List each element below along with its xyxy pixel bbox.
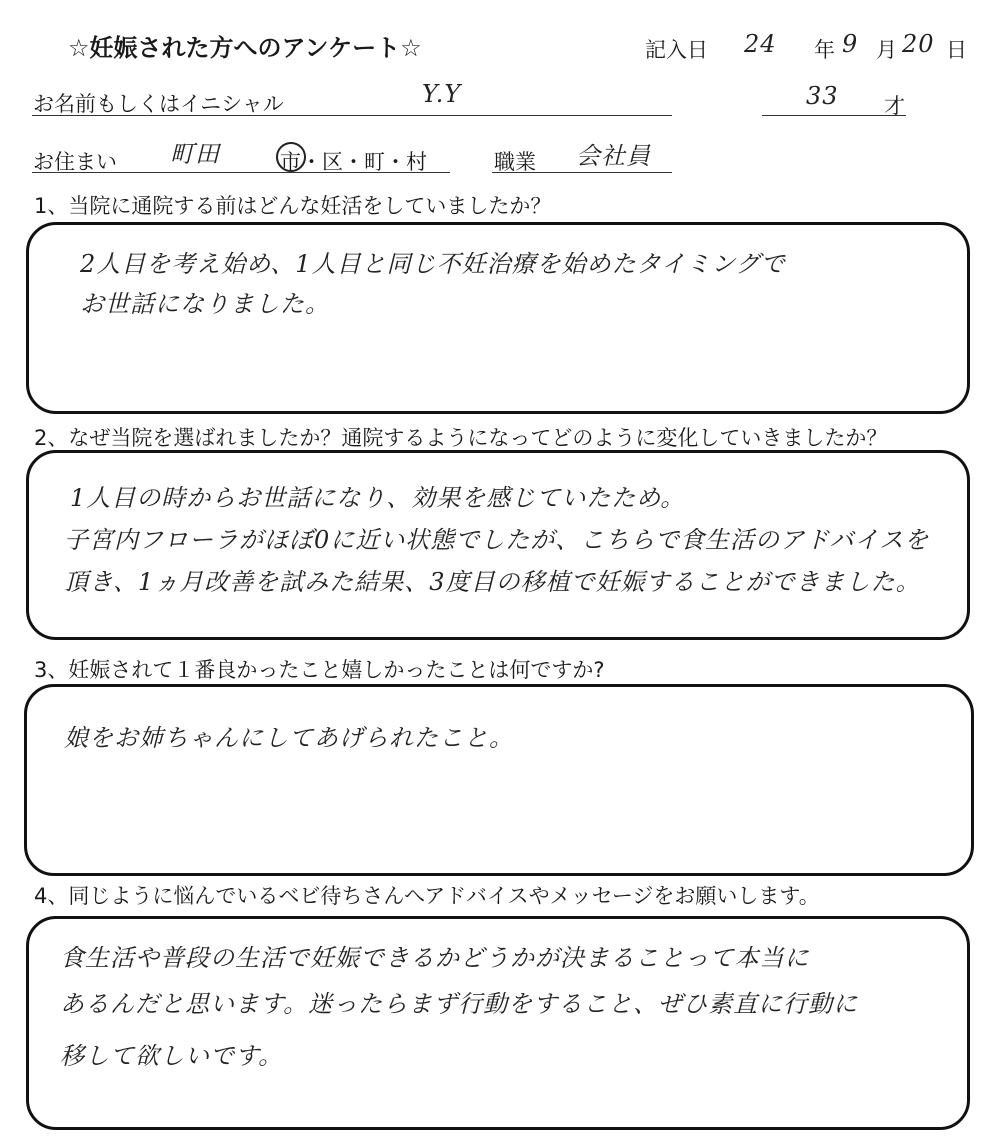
answer-3-line-1: 娘をお姉ちゃんにしてあげられたこと。 <box>64 724 514 752</box>
date-label: 記入日 <box>645 38 708 62</box>
answer-1-line-1: 2人目を考え始め、1人目と同じ不妊治療を始めたタイミングで <box>80 250 786 278</box>
form-title: ☆妊娠された方へのアンケート☆ <box>68 34 422 62</box>
answer-2-line-2: 子宮内フローラがほぼ0に近い状態でしたが、こちらで食生活のアドバイスを <box>64 526 930 554</box>
job-label: 職業 <box>494 150 536 174</box>
date-year-unit: 年 <box>814 38 835 62</box>
answer-4-line-1: 食生活や普段の生活で妊娠できるかどうかが決まることって本当に <box>60 944 810 972</box>
answer-2-line-1: 1人目の時からお世話になり、効果を感じていたため。 <box>70 484 686 512</box>
address-label: お住まい <box>33 150 117 174</box>
question-2-label: 2、なぜ当院を選ばれましたか？通院するようになってどのように変化していきましたか？ <box>34 426 888 450</box>
date-year-value: 24 <box>744 30 777 58</box>
answer-4-line-2: あるんだと思います。迷ったらまず行動をすること、ぜひ素直に行動に <box>60 990 859 1018</box>
age-value: 33 <box>806 82 839 110</box>
name-label: お名前もしくはイニシャル <box>33 92 284 116</box>
answer-box-3 <box>24 684 974 876</box>
date-day-unit: 日 <box>946 38 967 62</box>
address-underline <box>32 172 450 173</box>
question-3-label: 3、妊娠されて１番良かったこと嬉しかったことは何ですか? <box>34 658 605 682</box>
question-4-label: 4、同じように悩んでいるベビ待ちさんへアドバイスやメッセージをお願いします。 <box>34 884 820 908</box>
name-underline <box>32 115 672 116</box>
address-value: 町田 <box>170 140 220 168</box>
job-underline <box>492 172 672 173</box>
age-unit: 才 <box>884 94 905 118</box>
date-day-value: 20 <box>902 30 935 58</box>
answer-2-line-3: 頂き、1ヵ月改善を試みた結果、3度目の移植で妊娠することができました。 <box>64 568 921 596</box>
question-1-label: 1、当院に通院する前はどんな妊活をしていましたか？ <box>34 194 552 218</box>
date-month-value: 9 <box>842 30 859 58</box>
date-month-unit: 月 <box>876 38 897 62</box>
municipality-options: 市・区・町・村 <box>280 150 427 174</box>
answer-4-line-3: 移して欲しいです。 <box>60 1042 284 1070</box>
answer-1-line-2: お世話になりました。 <box>80 290 330 318</box>
job-value: 会社員 <box>576 142 651 170</box>
name-value: Y.Y <box>422 80 462 108</box>
age-underline <box>762 115 906 116</box>
